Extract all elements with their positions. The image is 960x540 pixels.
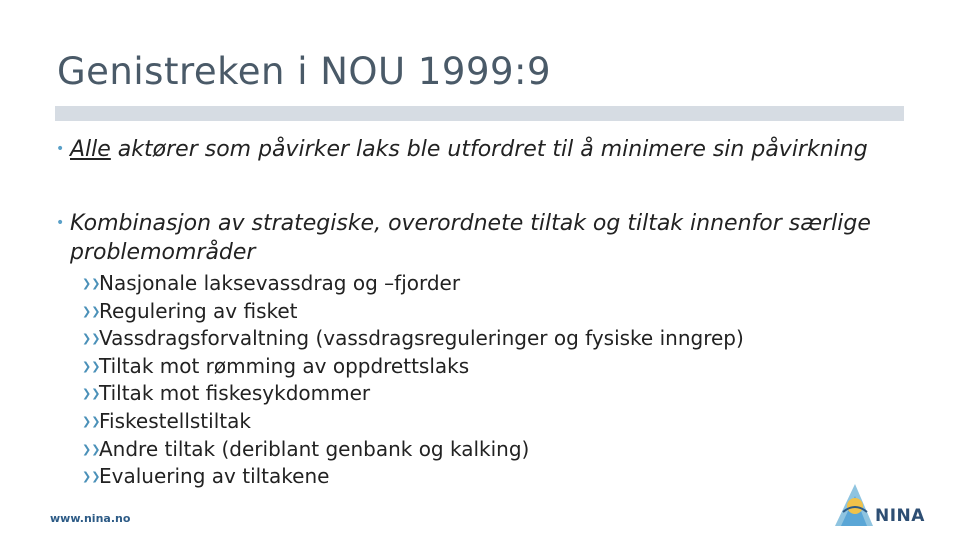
list-item [82,436,744,464]
bullet-1-text: aktører som påvirker laks ble utfordret til å minimere sin påvirkning [110,137,868,162]
list-item-text: Fiskestellstiltak [99,408,251,433]
title-underline-bar [55,106,904,121]
chevron-right-icon: ❯❯ [82,304,101,318]
chevron-right-icon: ❯❯ [82,387,101,401]
slide-title: Genistreken i NOU 1999:9 [57,50,552,93]
list-item-text: Andre tiltak (deriblant genbank og kalking) [99,436,530,461]
chevron-right-icon: ❯❯ [82,470,101,484]
bullet-1-emphasis: Alle [70,137,111,162]
list-item [82,408,744,436]
logo-text: NINA [875,506,925,526]
list-item-text: Evaluering av tiltakene [99,464,330,489]
sub-bullet-list [82,270,744,491]
list-item [82,463,744,491]
chevron-right-icon: ❯❯ [82,414,101,428]
footer-url-link[interactable]: www.nina.no [50,512,131,525]
list-item-text: Regulering av fisket [99,298,298,323]
bullet-dot-icon: • [56,141,65,157]
list-item [82,325,744,353]
chevron-right-icon: ❯❯ [82,277,101,290]
bullet-2 [56,209,890,267]
bullet-2-text: Kombinasjon av strategiske, overordnete tiltak og tiltak innenfor særlige problemområder [70,211,871,265]
list-item [82,353,744,381]
list-item [82,380,744,408]
list-item-text: Tiltak mot fiskesykdommer [99,381,371,406]
bullet-1 [56,135,890,164]
chevron-right-icon: ❯❯ [82,332,101,346]
bullet-dot-icon: • [56,215,65,231]
list-item [82,298,744,326]
chevron-right-icon: ❯❯ [82,442,101,456]
list-item-text: Tiltak mot rømming av oppdrettslaks [99,353,470,378]
list-item-text: Nasjonale laksevassdrag og –fjorder [99,271,461,295]
list-item-text: Vassdragsforvaltning (vassdragsreguleringer og fysiske inngrep) [99,326,744,351]
chevron-right-icon: ❯❯ [82,359,101,373]
list-item [82,270,744,298]
